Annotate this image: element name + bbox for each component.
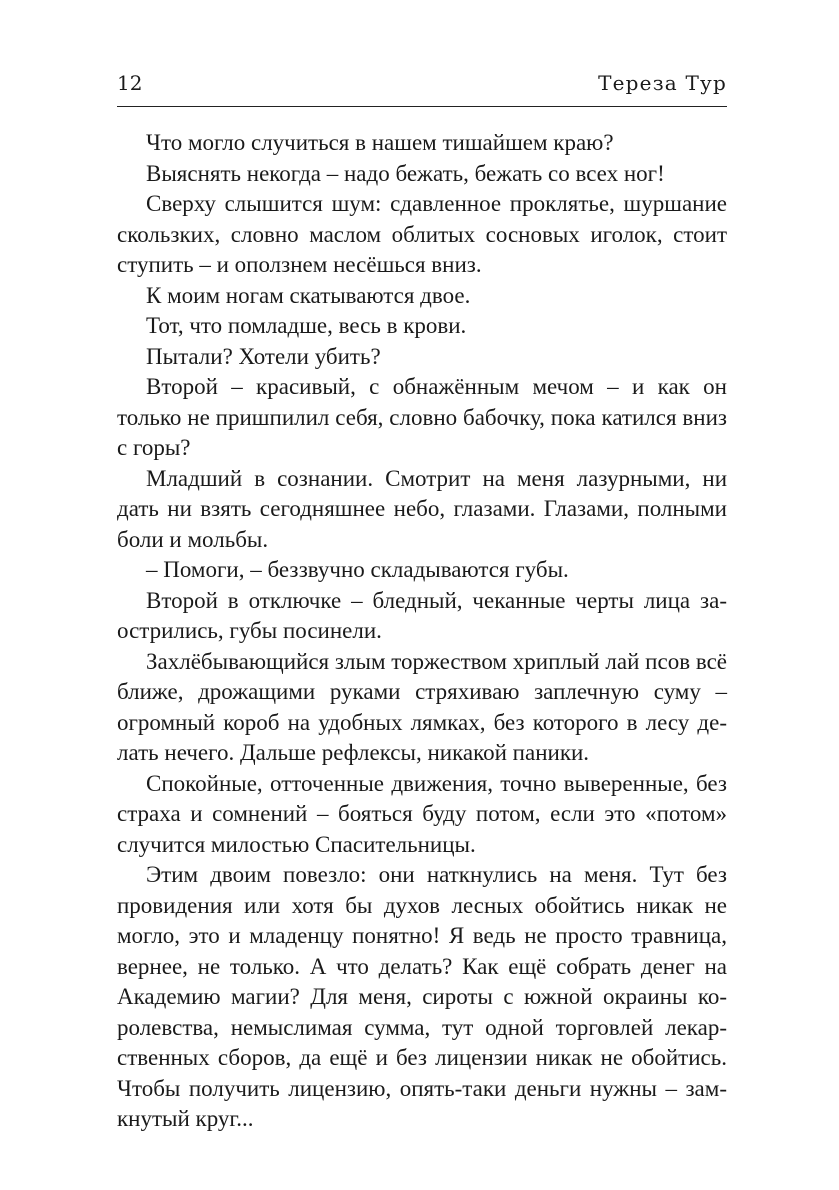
paragraph: Второй в отключке – бледный, чеканные черты лица заострились, губы посинели. — [117, 587, 727, 643]
paragraph: К моим ногам скатываются двое. — [146, 282, 471, 308]
paragraph: Захлёбывающийся злым торжеством хриплый лай псов всё ближе, дрожащими руками стряхиваю заплечную суму – огромный короб на удобных лямках, без которого в лесу делать нечего. Дальше рефлексы, никакой паники. — [117, 648, 727, 765]
body-text — [117, 128, 727, 1135]
paragraph: Младший в сознании. Смотрит на меня лазурными, ни дать ни взять сегодняшнее небо, глазами. Глазами, полными боли и мольбы. — [117, 465, 727, 552]
paragraph: Спокойные, отточенные движения, точно выверенные, без страха и сомнений – бояться буду потом, если это «потом» случится милостью Спасительницы. — [117, 770, 727, 857]
paragraph: Сверху слышится шум: сдавленное проклятье, шуршание скользких, словно маслом облитых сосновых иголок, стоит ступить – и оползнем несёшься вниз. — [117, 191, 727, 277]
paragraph: Пытали? Хотели убить? — [146, 343, 381, 369]
paragraph: Выяснять некогда – надо бежать, бежать со всех ног! — [146, 160, 665, 186]
page-header — [117, 68, 727, 107]
paragraph: Этим двоим повезло: они наткнулись на меня. Тут без провидения или хотя бы духов лесных обойтись никак не могло, это и младенцу понятно! Я ведь не просто травница, вернее, не только. А что делать? Как ещё собрать денег на Академию магии? Для меня, сироты с южной окраины королевства, немыслимая сумма, тут одной торговлей лекарственных сборов, да ещё и без лицензии никак не обойтись. Чтобы получить лицензию, опять-таки деньги нужны – замкнутый круг... — [117, 862, 727, 1131]
paragraph: Что могло случиться в нашем тишайшем краю? — [146, 130, 614, 155]
running-head-author: Тереза Тур — [598, 71, 727, 95]
paragraph: Тот, что помладше, весь в крови. — [146, 313, 467, 338]
paragraph: – Помоги, – беззвучно складываются губы. — [146, 557, 569, 582]
paragraph: Второй – красивый, с обнажённым мечом – и как он только не пришпилил себя, словно бабочку, пока катился вниз с горы? — [117, 374, 727, 460]
page-number: 12 — [117, 71, 143, 95]
